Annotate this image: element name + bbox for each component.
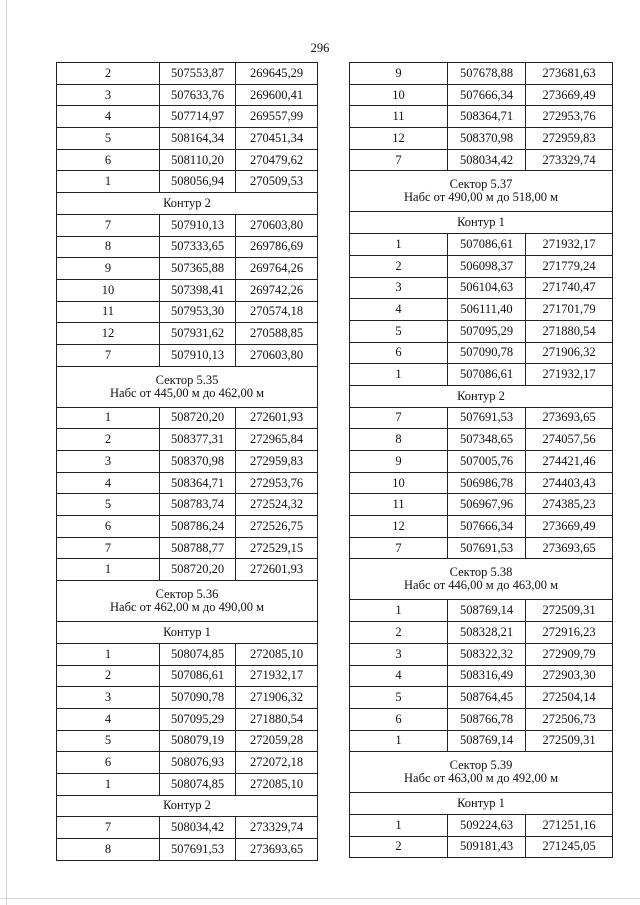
y-coordinate-cell: 271701,79 [526, 299, 613, 321]
table-row [57, 171, 318, 193]
sector-title: Сектор 5.37 [449, 177, 513, 192]
table-row [57, 708, 318, 730]
point-number-cell: 1 [350, 234, 448, 256]
sector-height-range: Набс от 463,00 м до 492,00 м [404, 771, 558, 786]
x-coordinate-cell: 507086,61 [160, 665, 236, 687]
table-row [350, 814, 613, 836]
sector-header-cell [57, 366, 318, 407]
y-coordinate-cell: 270588,85 [236, 323, 318, 345]
sector-title: Сектор 5.38 [449, 565, 513, 580]
scan-edge-bottom [0, 898, 640, 899]
y-coordinate-cell: 271880,54 [526, 320, 613, 342]
x-coordinate-cell: 508769,14 [448, 600, 526, 622]
x-coordinate-cell: 508079,19 [160, 730, 236, 752]
y-coordinate-cell: 273693,65 [526, 407, 613, 429]
y-coordinate-cell: 271880,54 [236, 708, 318, 730]
contour-label: Контур 2 [57, 193, 318, 215]
table-row [350, 128, 613, 150]
point-number-cell: 11 [350, 106, 448, 128]
x-coordinate-cell: 508377,31 [160, 429, 236, 451]
point-number-cell: 1 [350, 600, 448, 622]
table-row [350, 516, 613, 538]
point-number-cell: 3 [350, 643, 448, 665]
x-coordinate-cell: 508328,21 [448, 622, 526, 644]
y-coordinate-cell: 269786,69 [236, 236, 318, 258]
x-coordinate-cell: 508074,85 [160, 643, 236, 665]
point-number-cell: 8 [57, 839, 160, 861]
point-number-cell: 7 [57, 817, 160, 839]
contour-label: Контур 2 [350, 385, 613, 407]
y-coordinate-cell: 272959,83 [526, 128, 613, 150]
y-coordinate-cell: 273669,49 [526, 516, 613, 538]
table-row [350, 665, 613, 687]
y-coordinate-cell: 272953,76 [526, 106, 613, 128]
x-coordinate-cell: 506104,63 [448, 277, 526, 299]
point-number-cell: 2 [350, 622, 448, 644]
y-coordinate-cell: 272059,28 [236, 730, 318, 752]
table-row [57, 665, 318, 687]
point-number-cell: 5 [57, 730, 160, 752]
point-number-cell: 5 [350, 687, 448, 709]
scan-edge-left [6, 0, 7, 905]
point-number-cell: 5 [350, 320, 448, 342]
coordinates-table-left [56, 62, 318, 861]
y-coordinate-cell: 274421,46 [526, 451, 613, 473]
point-number-cell: 12 [57, 323, 160, 345]
x-coordinate-cell: 507005,76 [448, 451, 526, 473]
table-row [350, 364, 613, 386]
sector-header-row [350, 559, 613, 600]
y-coordinate-cell: 272506,73 [526, 708, 613, 730]
point-number-cell: 9 [350, 63, 448, 85]
point-number-cell: 2 [57, 63, 160, 85]
point-number-cell: 6 [350, 342, 448, 364]
y-coordinate-cell: 274403,43 [526, 472, 613, 494]
x-coordinate-cell: 507086,61 [448, 234, 526, 256]
y-coordinate-cell: 272509,31 [526, 600, 613, 622]
x-coordinate-cell: 507398,41 [160, 279, 236, 301]
contour-header-row [350, 212, 613, 234]
y-coordinate-cell: 269557,99 [236, 106, 318, 128]
x-coordinate-cell: 508074,85 [160, 773, 236, 795]
x-coordinate-cell: 508034,42 [160, 817, 236, 839]
point-number-cell: 11 [350, 494, 448, 516]
table-row [57, 494, 318, 516]
point-number-cell: 1 [57, 643, 160, 665]
x-coordinate-cell: 508322,32 [448, 643, 526, 665]
y-coordinate-cell: 271906,32 [526, 342, 613, 364]
point-number-cell: 3 [57, 84, 160, 106]
point-number-cell: 1 [57, 171, 160, 193]
point-number-cell: 10 [57, 279, 160, 301]
y-coordinate-cell: 272601,93 [236, 559, 318, 581]
x-coordinate-cell: 507095,29 [448, 320, 526, 342]
y-coordinate-cell: 271740,47 [526, 277, 613, 299]
table-row [350, 622, 613, 644]
point-number-cell: 4 [57, 472, 160, 494]
x-coordinate-cell: 508110,20 [160, 149, 236, 171]
table-row [57, 687, 318, 709]
table-row [350, 320, 613, 342]
table-row [350, 277, 613, 299]
x-coordinate-cell: 506967,96 [448, 494, 526, 516]
point-number-cell: 11 [57, 301, 160, 323]
point-number-cell: 6 [57, 752, 160, 774]
x-coordinate-cell: 508766,78 [448, 708, 526, 730]
table-row [57, 730, 318, 752]
y-coordinate-cell: 272072,18 [236, 752, 318, 774]
table-row [57, 106, 318, 128]
page-number: 296 [310, 41, 330, 55]
point-number-cell: 10 [350, 84, 448, 106]
x-coordinate-cell: 508316,49 [448, 665, 526, 687]
table-row [350, 299, 613, 321]
table-body-right [350, 63, 613, 858]
y-coordinate-cell: 272601,93 [236, 407, 318, 429]
x-coordinate-cell: 508370,98 [448, 128, 526, 150]
table-row [350, 429, 613, 451]
point-number-cell: 7 [57, 537, 160, 559]
x-coordinate-cell: 508769,14 [448, 730, 526, 752]
table-row [57, 451, 318, 473]
point-number-cell: 7 [57, 214, 160, 236]
y-coordinate-cell: 272524,32 [236, 494, 318, 516]
y-coordinate-cell: 272953,76 [236, 472, 318, 494]
contour-label: Контур 1 [57, 622, 318, 644]
sector-header-row [350, 171, 613, 212]
sector-header-row [57, 366, 318, 407]
table-row [350, 687, 613, 709]
point-number-cell: 4 [350, 665, 448, 687]
sector-header-row [350, 752, 613, 793]
point-number-cell: 9 [350, 451, 448, 473]
x-coordinate-cell: 506111,40 [448, 299, 526, 321]
y-coordinate-cell: 271906,32 [236, 687, 318, 709]
table-row [57, 559, 318, 581]
y-coordinate-cell: 270603,80 [236, 344, 318, 366]
table-row [57, 236, 318, 258]
y-coordinate-cell: 269600,41 [236, 84, 318, 106]
table-row [57, 429, 318, 451]
x-coordinate-cell: 507691,53 [448, 407, 526, 429]
contour-header-row [57, 622, 318, 644]
sector-height-range: Набс от 462,00 м до 490,00 м [110, 600, 264, 615]
y-coordinate-cell: 274385,23 [526, 494, 613, 516]
y-coordinate-cell: 272504,14 [526, 687, 613, 709]
table-row [350, 708, 613, 730]
point-number-cell: 2 [57, 665, 160, 687]
sector-height-range: Набс от 490,00 м до 518,00 м [404, 190, 558, 205]
sector-header-cell [350, 559, 613, 600]
x-coordinate-cell: 507691,53 [448, 537, 526, 559]
table-row [350, 106, 613, 128]
table-row [350, 472, 613, 494]
x-coordinate-cell: 508034,42 [448, 149, 526, 171]
y-coordinate-cell: 270451,34 [236, 128, 318, 150]
sector-header-cell [350, 171, 613, 212]
x-coordinate-cell: 507365,88 [160, 258, 236, 280]
x-coordinate-cell: 507333,65 [160, 236, 236, 258]
x-coordinate-cell: 507666,34 [448, 84, 526, 106]
y-coordinate-cell: 272965,84 [236, 429, 318, 451]
table-row [350, 451, 613, 473]
table-row [350, 149, 613, 171]
table-row [57, 773, 318, 795]
table-row [57, 128, 318, 150]
table-row [350, 600, 613, 622]
y-coordinate-cell: 272509,31 [526, 730, 613, 752]
y-coordinate-cell: 269764,26 [236, 258, 318, 280]
x-coordinate-cell: 506986,78 [448, 472, 526, 494]
y-coordinate-cell: 274057,56 [526, 429, 613, 451]
x-coordinate-cell: 507095,29 [160, 708, 236, 730]
x-coordinate-cell: 508764,45 [448, 687, 526, 709]
table-row [350, 643, 613, 665]
y-coordinate-cell: 271932,17 [526, 364, 613, 386]
table-row [57, 472, 318, 494]
table-row [57, 214, 318, 236]
y-coordinate-cell: 272529,15 [236, 537, 318, 559]
x-coordinate-cell: 509224,63 [448, 814, 526, 836]
sector-header-cell [57, 581, 318, 622]
point-number-cell: 1 [350, 814, 448, 836]
x-coordinate-cell: 508164,34 [160, 128, 236, 150]
contour-header-row [350, 385, 613, 407]
y-coordinate-cell: 272959,83 [236, 451, 318, 473]
point-number-cell: 6 [57, 516, 160, 538]
y-coordinate-cell: 272916,23 [526, 622, 613, 644]
point-number-cell: 7 [350, 407, 448, 429]
point-number-cell: 3 [350, 277, 448, 299]
sector-height-range: Набс от 446,00 м до 463,00 м [404, 578, 558, 593]
table-row [57, 84, 318, 106]
y-coordinate-cell: 271932,17 [526, 234, 613, 256]
point-number-cell: 1 [57, 773, 160, 795]
contour-label: Контур 1 [350, 793, 613, 815]
y-coordinate-cell: 273693,65 [526, 537, 613, 559]
point-number-cell: 8 [57, 236, 160, 258]
coordinates-table-right [349, 62, 613, 858]
x-coordinate-cell: 507090,78 [160, 687, 236, 709]
point-number-cell: 2 [350, 255, 448, 277]
point-number-cell: 2 [350, 836, 448, 858]
table-row [57, 407, 318, 429]
y-coordinate-cell: 273681,63 [526, 63, 613, 85]
point-number-cell: 4 [57, 708, 160, 730]
y-coordinate-cell: 271779,24 [526, 255, 613, 277]
point-number-cell: 10 [350, 472, 448, 494]
point-number-cell: 1 [57, 559, 160, 581]
point-number-cell: 1 [57, 407, 160, 429]
table-row [57, 344, 318, 366]
table-row [57, 817, 318, 839]
table-row [57, 752, 318, 774]
y-coordinate-cell: 272909,79 [526, 643, 613, 665]
x-coordinate-cell: 508786,24 [160, 516, 236, 538]
y-coordinate-cell: 269742,26 [236, 279, 318, 301]
x-coordinate-cell: 508076,93 [160, 752, 236, 774]
x-coordinate-cell: 507910,13 [160, 214, 236, 236]
point-number-cell: 7 [350, 149, 448, 171]
table-row [350, 255, 613, 277]
x-coordinate-cell: 507931,62 [160, 323, 236, 345]
y-coordinate-cell: 270574,18 [236, 301, 318, 323]
x-coordinate-cell: 507691,53 [160, 839, 236, 861]
point-number-cell: 7 [57, 344, 160, 366]
sector-title: Сектор 5.39 [449, 758, 513, 773]
table-row [350, 84, 613, 106]
y-coordinate-cell: 272903,30 [526, 665, 613, 687]
table-row [57, 537, 318, 559]
table-row [57, 643, 318, 665]
x-coordinate-cell: 508370,98 [160, 451, 236, 473]
contour-header-row [350, 793, 613, 815]
y-coordinate-cell: 273329,74 [526, 149, 613, 171]
y-coordinate-cell: 273693,65 [236, 839, 318, 861]
x-coordinate-cell: 507666,34 [448, 516, 526, 538]
table-row [350, 63, 613, 85]
point-number-cell: 1 [350, 364, 448, 386]
table-row [350, 730, 613, 752]
y-coordinate-cell: 269645,29 [236, 63, 318, 85]
y-coordinate-cell: 271251,16 [526, 814, 613, 836]
point-number-cell: 7 [350, 537, 448, 559]
x-coordinate-cell: 507086,61 [448, 364, 526, 386]
x-coordinate-cell: 507953,30 [160, 301, 236, 323]
sector-title: Сектор 5.36 [155, 587, 219, 602]
x-coordinate-cell: 507678,88 [448, 63, 526, 85]
point-number-cell: 12 [350, 128, 448, 150]
table-row [350, 234, 613, 256]
y-coordinate-cell: 270509,53 [236, 171, 318, 193]
x-coordinate-cell: 507553,87 [160, 63, 236, 85]
x-coordinate-cell: 507910,13 [160, 344, 236, 366]
sector-title: Сектор 5.35 [155, 372, 219, 387]
point-number-cell: 5 [57, 494, 160, 516]
y-coordinate-cell: 272526,75 [236, 516, 318, 538]
table-row [350, 342, 613, 364]
point-number-cell: 9 [57, 258, 160, 280]
point-number-cell: 3 [57, 451, 160, 473]
x-coordinate-cell: 507090,78 [448, 342, 526, 364]
table-row [57, 149, 318, 171]
contour-label: Контур 1 [350, 212, 613, 234]
contour-label: Контур 2 [57, 795, 318, 817]
point-number-cell: 4 [350, 299, 448, 321]
table-row [57, 258, 318, 280]
table-row [57, 323, 318, 345]
table-row [57, 301, 318, 323]
x-coordinate-cell: 508788,77 [160, 537, 236, 559]
y-coordinate-cell: 270479,62 [236, 149, 318, 171]
point-number-cell: 3 [57, 687, 160, 709]
y-coordinate-cell: 273669,49 [526, 84, 613, 106]
x-coordinate-cell: 507348,65 [448, 429, 526, 451]
x-coordinate-cell: 508720,20 [160, 407, 236, 429]
table-row [350, 494, 613, 516]
x-coordinate-cell: 508720,20 [160, 559, 236, 581]
point-number-cell: 5 [57, 128, 160, 150]
point-number-cell: 4 [57, 106, 160, 128]
y-coordinate-cell: 273329,74 [236, 817, 318, 839]
table-body-left [57, 63, 318, 861]
contour-header-row [57, 795, 318, 817]
y-coordinate-cell: 272085,10 [236, 773, 318, 795]
point-number-cell: 12 [350, 516, 448, 538]
y-coordinate-cell: 271245,05 [526, 836, 613, 858]
point-number-cell: 2 [57, 429, 160, 451]
table-row [57, 516, 318, 538]
x-coordinate-cell: 508364,71 [448, 106, 526, 128]
x-coordinate-cell: 508364,71 [160, 472, 236, 494]
table-row [57, 839, 318, 861]
table-row [57, 63, 318, 85]
table-row [350, 407, 613, 429]
sector-height-range: Набс от 445,00 м до 462,00 м [110, 385, 264, 400]
x-coordinate-cell: 509181,43 [448, 836, 526, 858]
x-coordinate-cell: 506098,37 [448, 255, 526, 277]
point-number-cell: 6 [350, 708, 448, 730]
y-coordinate-cell: 271932,17 [236, 665, 318, 687]
point-number-cell: 1 [350, 730, 448, 752]
contour-header-row [57, 193, 318, 215]
x-coordinate-cell: 507633,76 [160, 84, 236, 106]
point-number-cell: 8 [350, 429, 448, 451]
x-coordinate-cell: 507714,97 [160, 106, 236, 128]
y-coordinate-cell: 272085,10 [236, 643, 318, 665]
table-row [350, 537, 613, 559]
point-number-cell: 6 [57, 149, 160, 171]
sector-header-row [57, 581, 318, 622]
x-coordinate-cell: 508783,74 [160, 494, 236, 516]
x-coordinate-cell: 508056,94 [160, 171, 236, 193]
table-row [57, 279, 318, 301]
y-coordinate-cell: 270603,80 [236, 214, 318, 236]
table-row [350, 836, 613, 858]
sector-header-cell [350, 752, 613, 793]
